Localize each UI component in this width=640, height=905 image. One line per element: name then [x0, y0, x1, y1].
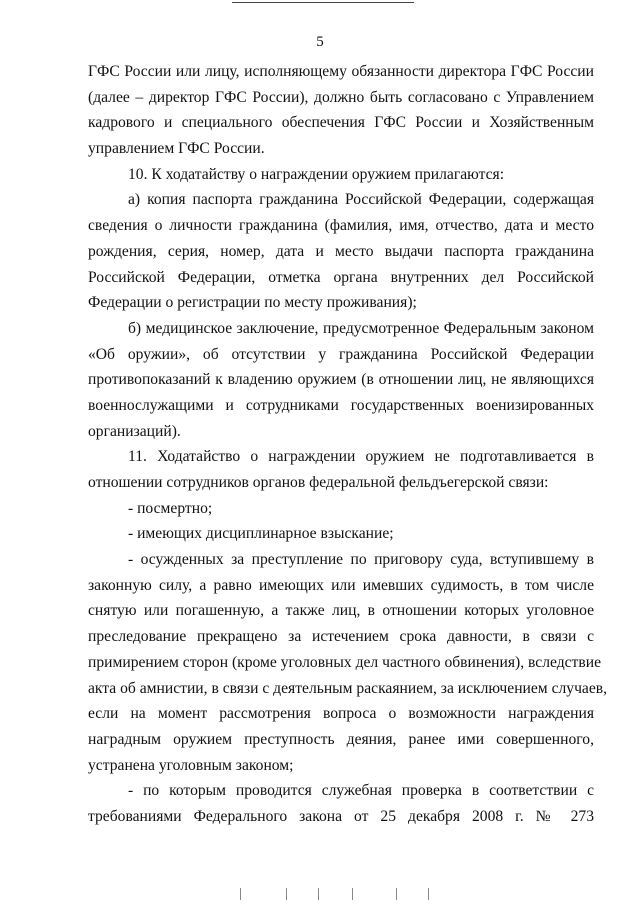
text-line: управлением ГФС России. — [88, 140, 265, 158]
text-line: 10. К ходатайству о награждении оружием прилагаются: — [128, 165, 505, 183]
text-line: примирением сторон (кроме уголовных дел частного обвинения), вследствие — [88, 653, 601, 671]
text-line: военнослужащими и сотрудниками государственных военизированных — [88, 396, 594, 414]
text-line: ГФС России или лицу, исполняющему обязанности директора ГФС России — [88, 63, 594, 80]
text-line: устранена уголовным законом; — [88, 756, 294, 774]
text-line: если на момент рассмотрения вопроса о возможности награждения — [88, 705, 594, 723]
text-line: б) медицинское заключение, предусмотренное Федеральным законом — [128, 319, 594, 337]
text-line: «Об оружии», об отсутствии у гражданина Российской Федерации — [88, 345, 594, 363]
text-line: требованиями Федерального закона от 25 декабря 2008 г. № 273 — [88, 807, 594, 825]
text-line: отношении сотрудников органов федеральной фельдъегерской связи: — [88, 474, 549, 491]
text-line: сведения о личности гражданина (фамилия, имя, отчество, дата и место — [88, 217, 594, 235]
text-line: а) копия паспорта гражданина Российской Федерации, содержащая — [128, 191, 594, 209]
text-line: - по которым проводится служебная проверка в соответствии с — [128, 782, 594, 800]
text-line: наградным оружием преступность деяния, ранее ими совершенного, — [88, 730, 594, 748]
text-line: кадрового и специального обеспечения ГФС России и Хозяйственным — [88, 114, 594, 132]
text-line: акта об амнистии, в связи с деятельным раскаянием, за исключением случаев, — [88, 679, 608, 697]
text-line: рождения, серия, номер, дата и место выдачи паспорта гражданина — [88, 242, 594, 260]
text-line: - имеющих дисциплинарное взыскание; — [128, 525, 394, 543]
page-number: 5 — [316, 34, 324, 50]
text-line: (далее – директор ГФС России), должно быть согласовано с Управлением — [88, 88, 594, 106]
text-line: законную силу, а равно имеющих или имевших судимость, в том числе — [88, 576, 594, 594]
top-edge-line — [232, 2, 414, 3]
text-line: противопоказаний к владению оружием (в отношении лиц, не являющихся — [88, 371, 594, 389]
text-line: - посмертно; — [128, 499, 213, 517]
text-line: Федерации о регистрации по месту проживания); — [88, 294, 417, 312]
text-line: преследование прекращено за истечением срока давности, в связи с — [88, 628, 594, 646]
document-body — [88, 59, 608, 830]
text-line: - осужденных за преступление по приговору суда, вступившему в — [128, 551, 594, 569]
text-line: снятую или погашенную, а также лиц, в отношении которых уголовное — [88, 602, 594, 620]
text-line: организаций). — [88, 422, 181, 440]
text-line: 11. Ходатайство о награждении оружием не подготавливается в — [128, 448, 594, 466]
bottom-edge-marks — [0, 888, 640, 900]
text-line: Российской Федерации, отметка органа внутренних дел Российской — [88, 268, 594, 286]
